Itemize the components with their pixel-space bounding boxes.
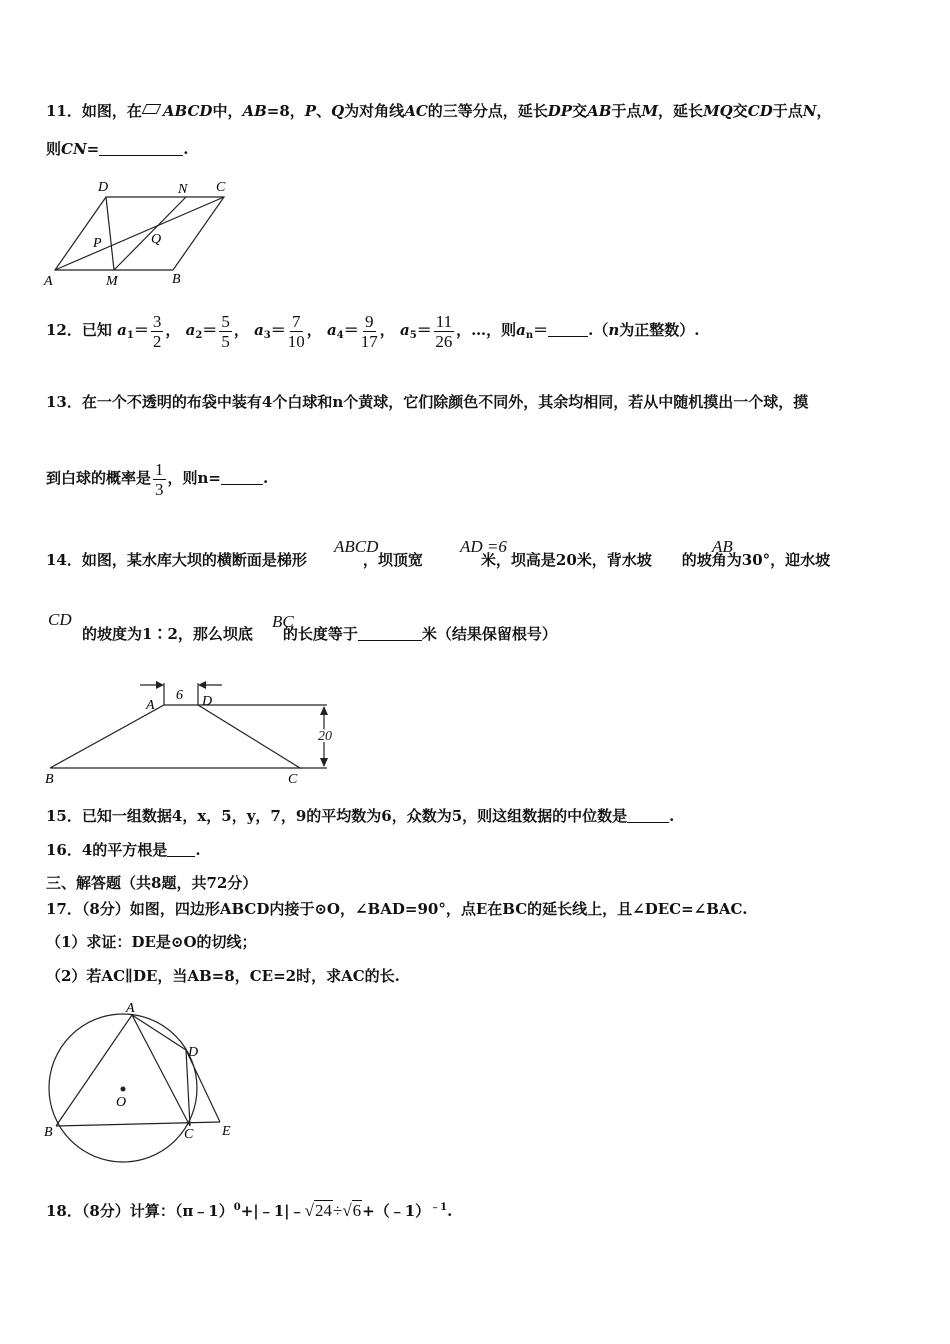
trapezoid-abcd: [50, 705, 300, 768]
arrow-down-icon: [320, 758, 328, 767]
label-d: D: [188, 1045, 199, 1060]
q11-parallelogram-figure: [40, 175, 240, 290]
q16-answer-blank[interactable]: [167, 842, 195, 857]
q13-number: 13．: [46, 393, 82, 411]
label-width-6: 6: [176, 688, 183, 703]
arrow-up-icon: [320, 706, 328, 715]
fraction-1-3: $\frac{1}{3}$: [155, 459, 164, 499]
q16-number: 16．: [46, 841, 82, 859]
sqrt-24: √24: [304, 1201, 332, 1220]
line-de: [186, 1050, 220, 1122]
q13-line2: 到白球的概率是 $\frac{1}{3}$ ，则n= .: [46, 459, 269, 499]
label-a: A: [126, 1001, 135, 1016]
q15-line: 15．已知一组数据4，x，5，y，7，9的平均数为6，众数为5，则这组数据的中位数是 .: [46, 807, 675, 825]
q14-number: 14．: [46, 551, 82, 569]
line-be: [56, 1122, 220, 1126]
q15-answer-blank[interactable]: [627, 808, 669, 823]
q11-line1: 11．如图，在 ABCD中，AB=8，P、Q为对角线AC的三等分点，延长DP交AB于点M，延长MQ交CD于点N，: [46, 102, 832, 120]
label-e: E: [222, 1124, 231, 1139]
label-c: C: [216, 180, 226, 195]
label-b: B: [44, 1125, 53, 1140]
q12-line: 12．已知 $a_1=$ $\frac{3}{2}$ ， $a_2=$ $\frac{5}{5}$ ， $a_3=$ $\frac{7}{10}$ ， $a_4=$ $\frac{9}{17}$ ， $a_5=$ $\frac{11}{26}$ ，…，则$a_n= .(n$为正整数）.: [46, 311, 700, 351]
q13-answer-blank[interactable]: [221, 470, 263, 485]
q15-number: 15．: [46, 807, 82, 825]
q17-circle-figure: [40, 998, 240, 1170]
label-q: Q: [151, 232, 162, 247]
side-dc: [186, 1050, 190, 1126]
line-dm: [106, 197, 114, 270]
q14-math-abcd: ABCD: [334, 537, 379, 556]
parallelogram-icon: [142, 104, 162, 114]
side-ad: [132, 1015, 186, 1050]
q14-math-cd: CD: [48, 610, 72, 629]
label-a: A: [146, 698, 155, 713]
fraction-5-5: $\frac{5}{5}$: [221, 311, 230, 351]
q18-number: 18．: [46, 1202, 82, 1220]
label-b: B: [172, 272, 181, 287]
fraction-11-26: $\frac{11}{26}$: [435, 311, 453, 351]
label-n: N: [178, 182, 188, 197]
label-d: D: [202, 694, 213, 709]
label-height-20: 20: [318, 729, 332, 744]
label-c: C: [288, 772, 298, 787]
fraction-3-2: $\frac{3}{2}$: [152, 311, 162, 351]
arrow-left-icon: [198, 681, 206, 689]
q14-math-bc: BC: [272, 612, 294, 631]
q17-number: 17．: [46, 900, 82, 918]
label-b: B: [45, 772, 54, 787]
q18-line: 18．（8分）计算：（π﹣1）$^0$+|﹣1|﹣√24÷√6+（﹣1）$^{﹣1}$.: [46, 1201, 453, 1220]
q14-line1: 14．如图，某水库大坝的横断面是梯形 ，坝顶宽 米，坝高是20米，背水坡 的坡角为30°，迎水坡: [46, 551, 831, 569]
label-o: O: [116, 1095, 127, 1110]
q11-number: 11．: [46, 102, 82, 120]
label-c: C: [184, 1127, 194, 1142]
sqrt-6: √6: [342, 1201, 362, 1220]
line-mn: [114, 197, 186, 270]
q17-part2: （2）若AC∥DE，当AB=8，CE=2时，求AC的长.: [46, 967, 400, 985]
q14-line2: 的坡度为1∶2，那么坝底 的长度等于 米（结果保留根号）: [82, 625, 557, 643]
q14-dam-figure: [40, 675, 350, 790]
q17-part1: （1）求证：DE是⊙O的切线；: [46, 933, 257, 951]
q17-line: 17．（8分）如图，四边形ABCD内接于⊙O，∠BAD=90°，点E在BC的延长线上，且∠DEC=∠BAC.: [46, 900, 748, 918]
fraction-9-17: $\frac{9}{17}$: [360, 311, 378, 351]
center-dot: [121, 1087, 126, 1092]
arrow-right-icon: [156, 681, 164, 689]
side-ac: [132, 1015, 190, 1126]
q12-number: 12．: [46, 321, 82, 339]
label-d: D: [98, 180, 109, 195]
q16-line: 16．4的平方根是 .: [46, 841, 201, 859]
section-heading: 三、解答题（共8题，共72分）: [46, 874, 258, 892]
label-p: P: [93, 236, 102, 251]
q12-answer-blank[interactable]: [548, 322, 588, 337]
q13-line1: 13．在一个不透明的布袋中装有4个白球和n个黄球，它们除颜色不同外，其余均相同，若从中随机摸出一个球，摸: [46, 393, 809, 411]
q14-answer-blank[interactable]: [358, 626, 422, 641]
label-a: A: [44, 274, 53, 289]
q11-line2: 则CN= .: [46, 140, 189, 158]
q14-math-ad: AD =6: [460, 537, 507, 556]
q14-math-ab: AB: [712, 537, 733, 556]
fraction-7-10: $\frac{7}{10}$: [287, 311, 305, 351]
q11-answer-blank[interactable]: [99, 141, 183, 156]
label-m: M: [106, 274, 118, 289]
